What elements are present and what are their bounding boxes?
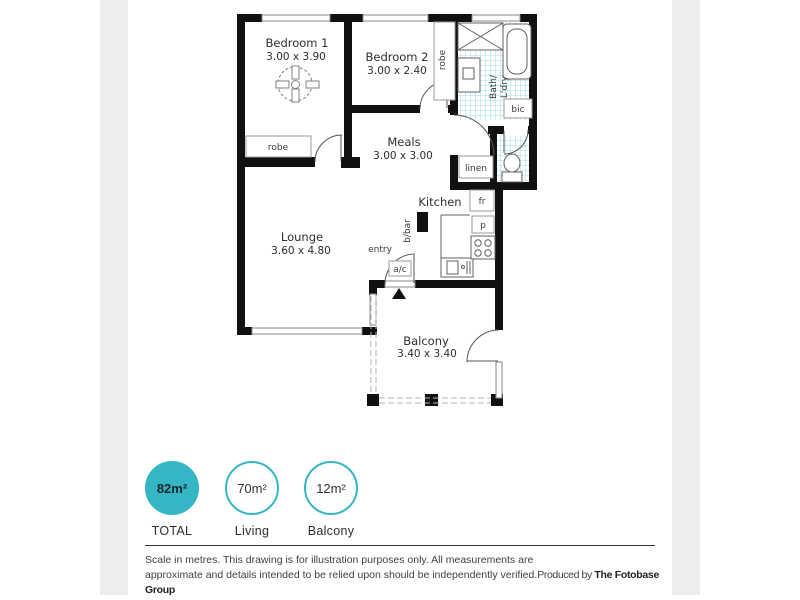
total-area-badge — [132, 461, 212, 538]
bedroom2-dims: 3.00 x 2.40 — [367, 65, 427, 77]
disclaimer-line1: Scale in metres. This drawing is for illustration purposes only. All measurements are — [145, 554, 534, 566]
balcony-area-badge — [291, 461, 371, 538]
bedroom2-name: Bedroom 2 — [365, 50, 429, 64]
disclaimer-line2: approximate and details intended to be relied upon should be independently verified. — [145, 569, 538, 581]
company-name: The Fotobase Group — [145, 569, 660, 596]
divider-line — [145, 545, 655, 546]
living-area-label: Living — [234, 524, 270, 538]
produced-by-text: Produced by — [537, 569, 595, 581]
balcony-area-circle: 12m² — [304, 461, 358, 515]
lounge-dims: 3.60 x 4.80 — [271, 245, 331, 257]
entry-marker-icon — [392, 288, 406, 299]
aircon-label: a/c — [393, 265, 407, 275]
robe-bed2-label: robe — [438, 49, 448, 71]
living-area-circle: 70m² — [225, 461, 279, 515]
disclaimer-text — [145, 553, 665, 598]
meals-name: Meals — [387, 135, 421, 149]
total-area-label: TOTAL — [151, 524, 193, 538]
bath-label-line2: L'dry — [500, 75, 510, 99]
kitchen-name: Kitchen — [418, 195, 462, 209]
bedroom1-dims: 3.00 x 3.90 — [266, 51, 326, 63]
linen-label: linen — [465, 164, 487, 174]
meals-dims: 3.00 x 3.00 — [373, 150, 433, 162]
ceiling-fan-icon — [276, 66, 319, 102]
entry-label: entry — [368, 245, 392, 255]
total-area-circle: 82m² — [145, 461, 199, 515]
pantry-label: p — [480, 221, 486, 231]
bedroom1-name: Bedroom 1 — [265, 36, 329, 50]
breakfast-bar-label: b/bar — [403, 219, 413, 243]
living-area-badge — [212, 461, 292, 538]
robe-bed1-label: robe — [267, 143, 289, 153]
balcony-name: Balcony — [403, 334, 449, 348]
balcony-dims: 3.40 x 3.40 — [397, 348, 457, 360]
lounge-name: Lounge — [280, 230, 324, 244]
bic-label: bic — [511, 105, 525, 115]
balcony-area-label: Balcony — [307, 524, 355, 538]
bath-label-line1: Bath/ — [489, 75, 499, 99]
fridge-label: fr — [478, 197, 486, 207]
